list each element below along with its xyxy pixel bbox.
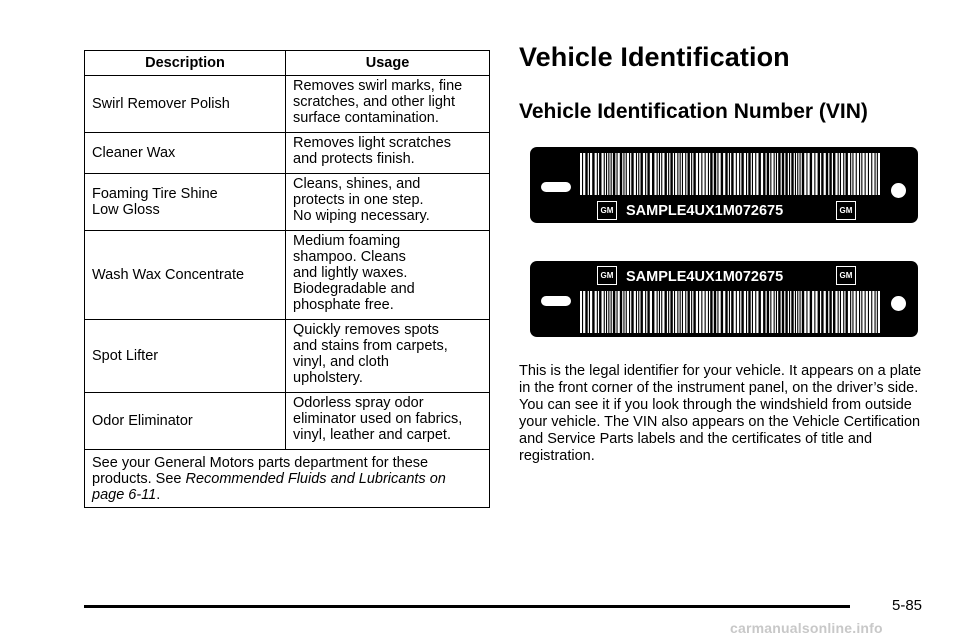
barcode-bar bbox=[846, 153, 848, 195]
barcode-bar bbox=[659, 153, 660, 195]
vin-plate-top bbox=[530, 147, 918, 223]
row-usage bbox=[286, 174, 490, 231]
barcode-bar bbox=[599, 153, 601, 195]
barcode-bar bbox=[597, 153, 598, 195]
barcode-bar bbox=[688, 291, 690, 333]
header-usage: Usage bbox=[286, 51, 490, 76]
barcode-bar bbox=[741, 153, 743, 195]
barcode-bar bbox=[785, 153, 787, 195]
barcode-bar bbox=[829, 291, 831, 333]
table-row bbox=[85, 174, 490, 231]
barcode-bar bbox=[661, 153, 662, 195]
barcode-bar bbox=[859, 291, 860, 333]
barcode-bar bbox=[774, 291, 775, 333]
barcode-bar bbox=[739, 291, 740, 333]
barcode-bar bbox=[638, 153, 639, 195]
barcode-bar bbox=[800, 291, 801, 333]
barcode-bar bbox=[710, 291, 712, 333]
barcode-bar bbox=[597, 291, 598, 333]
barcode-bar bbox=[677, 291, 678, 333]
barcode-bar bbox=[818, 291, 820, 333]
footnote-text: See your General Motors parts department for these products. See bbox=[92, 455, 429, 487]
barcode-bar bbox=[829, 153, 831, 195]
barcode-bar bbox=[767, 291, 769, 333]
barcode-bar bbox=[861, 291, 862, 333]
barcode-bar bbox=[782, 291, 784, 333]
barcode-bar bbox=[752, 291, 753, 333]
barcode-bar bbox=[617, 153, 618, 195]
barcode-bar bbox=[833, 153, 835, 195]
barcode-bar bbox=[647, 153, 649, 195]
row-description: Odor Eliminator bbox=[85, 393, 286, 450]
barcode-bar bbox=[725, 153, 727, 195]
barcode-bar bbox=[877, 153, 878, 195]
barcode-bar bbox=[714, 291, 716, 333]
barcode-bar bbox=[810, 291, 812, 333]
barcode-bar bbox=[631, 291, 633, 333]
barcode-bar bbox=[791, 153, 793, 195]
barcode-bar bbox=[843, 291, 844, 333]
row-usage bbox=[286, 320, 490, 393]
barcode-bar bbox=[641, 291, 643, 333]
vin-number: SAMPLE4UX1M072675 bbox=[626, 269, 784, 285]
barcode-bar bbox=[806, 291, 807, 333]
gm-logo-icon: GM bbox=[597, 201, 617, 220]
barcode-bar bbox=[717, 291, 718, 333]
barcode-bar bbox=[582, 291, 583, 333]
row-usage-text: Odorless spray odor eliminator used on fabrics, vinyl, leather and carpet. bbox=[293, 395, 463, 443]
barcode-bar bbox=[806, 153, 807, 195]
row-usage-text: Medium foaming shampoo. Cleans and lightly waxes. Biodegradable and phosphate free. bbox=[293, 233, 415, 313]
footnote-end: . bbox=[156, 487, 161, 503]
barcode-bar bbox=[868, 291, 869, 333]
barcode-bar bbox=[647, 291, 649, 333]
barcode-bar bbox=[604, 291, 605, 333]
barcode-bar bbox=[589, 153, 590, 195]
gm-logo-icon: GM bbox=[597, 266, 617, 285]
barcode-bar bbox=[767, 153, 769, 195]
barcode-bar bbox=[755, 153, 756, 195]
barcode-bar bbox=[613, 291, 615, 333]
barcode-bar bbox=[693, 291, 695, 333]
barcode-bar bbox=[682, 153, 683, 195]
gm-logo-icon: GM bbox=[836, 201, 856, 220]
barcode-bar bbox=[877, 291, 878, 333]
barcode-bar bbox=[785, 291, 787, 333]
barcode-bar bbox=[698, 291, 699, 333]
barcode-bar bbox=[748, 291, 750, 333]
gm-logo-icon: GM bbox=[836, 266, 856, 285]
barcode-bar bbox=[821, 153, 823, 195]
barcode-bar bbox=[875, 153, 876, 195]
barcode-bar bbox=[729, 153, 730, 195]
barcode-bar bbox=[774, 153, 775, 195]
barcode-bar bbox=[802, 153, 804, 195]
barcode-bar bbox=[795, 291, 796, 333]
barcode-bar bbox=[871, 291, 872, 333]
barcode-bar bbox=[778, 291, 780, 333]
row-usage bbox=[286, 76, 490, 133]
barcode-bar bbox=[782, 153, 784, 195]
watermark-text: carmanualsonline.info bbox=[730, 620, 883, 636]
barcode-bar bbox=[638, 291, 639, 333]
products-table bbox=[84, 50, 490, 508]
barcode-bar bbox=[826, 153, 828, 195]
barcode-bar bbox=[725, 291, 727, 333]
row-description: Cleaner Wax bbox=[85, 133, 286, 174]
barcode-bar bbox=[606, 291, 607, 333]
barcode-bar bbox=[838, 291, 839, 333]
barcode-bar bbox=[691, 153, 692, 195]
table-footnote bbox=[85, 450, 490, 508]
barcode-bar bbox=[636, 291, 637, 333]
barcode-bar bbox=[721, 153, 723, 195]
row-description: Wash Wax Concentrate bbox=[85, 231, 286, 320]
barcode-bar bbox=[620, 153, 622, 195]
barcode-bar bbox=[776, 291, 777, 333]
barcode-bar bbox=[680, 153, 681, 195]
barcode-bar bbox=[620, 291, 622, 333]
barcode-bar bbox=[752, 153, 753, 195]
barcode-bar bbox=[688, 153, 690, 195]
barcode-bar bbox=[629, 153, 630, 195]
barcode-bar bbox=[585, 291, 587, 333]
barcode-bar bbox=[856, 291, 857, 333]
barcode-bar bbox=[789, 153, 790, 195]
vin-number: SAMPLE4UX1M072675 bbox=[626, 203, 784, 219]
vin-plate-bottom bbox=[530, 261, 918, 337]
row-usage-text: Cleans, shines, and protects in one step. No wiping necessary. bbox=[293, 176, 430, 224]
row-description: Spot Lifter bbox=[85, 320, 286, 393]
row-usage-text: Removes swirl marks, fine scratches, and other light surface contamination. bbox=[293, 78, 463, 126]
barcode-bar bbox=[582, 153, 583, 195]
barcode-bar bbox=[698, 153, 699, 195]
barcode-bar bbox=[604, 153, 605, 195]
row-usage bbox=[286, 133, 490, 174]
barcode-bar bbox=[821, 291, 823, 333]
barcode-bar bbox=[741, 291, 743, 333]
barcode-bar bbox=[814, 291, 815, 333]
barcode-bar bbox=[652, 153, 654, 195]
row-description: Foaming Tire Shine Low Gloss bbox=[85, 174, 286, 231]
barcode-bar bbox=[626, 291, 627, 333]
table-row bbox=[85, 133, 490, 174]
row-description: Swirl Remover Polish bbox=[85, 76, 286, 133]
barcode-bar bbox=[763, 153, 765, 195]
barcode-bar bbox=[714, 153, 716, 195]
barcode-bar bbox=[721, 291, 723, 333]
barcode-bar bbox=[705, 153, 706, 195]
barcode-bar bbox=[776, 153, 777, 195]
barcode-bar bbox=[859, 153, 860, 195]
barcode-bar bbox=[731, 291, 733, 333]
barcode-bar bbox=[814, 153, 815, 195]
barcode-bar bbox=[868, 153, 869, 195]
barcode-bar bbox=[810, 153, 812, 195]
barcode-bar bbox=[626, 153, 627, 195]
barcode-bar bbox=[611, 153, 612, 195]
barcode-bar bbox=[731, 153, 733, 195]
barcode-bar bbox=[682, 291, 683, 333]
barcode-bar bbox=[665, 291, 667, 333]
barcode-bar bbox=[729, 291, 730, 333]
header-description: Description bbox=[85, 51, 286, 76]
barcode-bar bbox=[865, 291, 866, 333]
barcode-bar bbox=[645, 291, 646, 333]
barcode-bar bbox=[778, 153, 780, 195]
section-heading: Vehicle Identification bbox=[519, 42, 790, 72]
barcode-bar bbox=[865, 153, 866, 195]
barcode-bar bbox=[838, 153, 839, 195]
barcode-bar bbox=[665, 153, 667, 195]
barcode-bar bbox=[710, 153, 712, 195]
barcode-bar bbox=[691, 291, 692, 333]
barcode-bar bbox=[770, 291, 771, 333]
mounting-slot bbox=[541, 182, 571, 192]
vin-barcode bbox=[580, 291, 880, 333]
barcode-bar bbox=[652, 291, 654, 333]
barcode-bar bbox=[611, 291, 612, 333]
footnote-reference-link[interactable]: Recommended Fluids and Lubricants on page 6-11 bbox=[92, 471, 446, 503]
table-footer-row bbox=[85, 450, 490, 508]
barcode-bar bbox=[589, 291, 590, 333]
barcode-bar bbox=[802, 291, 804, 333]
rivet-hole bbox=[891, 296, 906, 311]
barcode-bar bbox=[693, 153, 695, 195]
barcode-bar bbox=[795, 153, 796, 195]
barcode-bar bbox=[791, 291, 793, 333]
barcode-bar bbox=[852, 153, 853, 195]
barcode-bar bbox=[685, 153, 686, 195]
barcode-bar bbox=[763, 291, 765, 333]
barcode-bar bbox=[789, 291, 790, 333]
barcode-bar bbox=[875, 291, 876, 333]
barcode-bar bbox=[677, 153, 678, 195]
rivet-hole bbox=[891, 183, 906, 198]
barcode-bar bbox=[685, 291, 686, 333]
barcode-bar bbox=[585, 153, 587, 195]
table-row bbox=[85, 76, 490, 133]
barcode-bar bbox=[592, 291, 594, 333]
barcode-bar bbox=[608, 291, 609, 333]
barcode-bar bbox=[645, 153, 646, 195]
barcode-bar bbox=[797, 153, 798, 195]
barcode-bar bbox=[606, 153, 607, 195]
barcode-bar bbox=[850, 153, 851, 195]
barcode-bar bbox=[701, 291, 702, 333]
barcode-bar bbox=[736, 291, 737, 333]
barcode-bar bbox=[608, 153, 609, 195]
barcode-bar bbox=[599, 291, 601, 333]
barcode-bar bbox=[708, 291, 709, 333]
barcode-bar bbox=[661, 291, 662, 333]
barcode-bar bbox=[797, 291, 798, 333]
row-usage-text: Removes light scratches and protects finish. bbox=[293, 135, 451, 167]
barcode-bar bbox=[629, 291, 630, 333]
barcode-bar bbox=[746, 291, 747, 333]
section-subheading: Vehicle Identification Number (VIN) bbox=[519, 100, 868, 123]
barcode-bar bbox=[770, 153, 771, 195]
barcode-bar bbox=[846, 291, 848, 333]
vin-barcode bbox=[580, 153, 880, 195]
barcode-bar bbox=[852, 291, 853, 333]
barcode-bar bbox=[871, 153, 872, 195]
barcode-bar bbox=[861, 153, 862, 195]
row-usage bbox=[286, 231, 490, 320]
mounting-slot bbox=[541, 296, 571, 306]
table-row bbox=[85, 231, 490, 320]
barcode-bar bbox=[717, 153, 718, 195]
barcode-bar bbox=[668, 153, 669, 195]
barcode-bar bbox=[736, 153, 737, 195]
barcode-bar bbox=[659, 291, 660, 333]
barcode-bar bbox=[840, 291, 841, 333]
barcode-bar bbox=[840, 153, 841, 195]
row-usage bbox=[286, 393, 490, 450]
barcode-bar bbox=[708, 153, 709, 195]
table-row bbox=[85, 320, 490, 393]
barcode-bar bbox=[701, 153, 702, 195]
barcode-bar bbox=[759, 153, 761, 195]
barcode-bar bbox=[755, 291, 756, 333]
footer-rule bbox=[84, 605, 850, 608]
barcode-bar bbox=[592, 153, 594, 195]
barcode-bar bbox=[631, 153, 633, 195]
row-usage-text: Quickly removes spots and stains from carpets, vinyl, and cloth upholstery. bbox=[293, 322, 448, 386]
page-number: 5-85 bbox=[892, 597, 923, 614]
barcode-bar bbox=[636, 153, 637, 195]
barcode-bar bbox=[680, 291, 681, 333]
barcode-bar bbox=[623, 291, 624, 333]
barcode-bar bbox=[739, 153, 740, 195]
vin-description-paragraph: This is the legal identifier for your vehicle. It appears on a plate in the front corner of the instrument panel, on the driver’s side. You can see it if you look through the windshield from outside your vehicle. The VIN also appears on the Vehicle Certification and Service Parts labels and the certificates of title and registration. bbox=[519, 363, 922, 464]
barcode-bar bbox=[657, 291, 658, 333]
barcode-bar bbox=[833, 291, 835, 333]
barcode-bar bbox=[668, 291, 669, 333]
barcode-bar bbox=[613, 153, 615, 195]
barcode-bar bbox=[623, 153, 624, 195]
barcode-bar bbox=[850, 291, 851, 333]
barcode-bar bbox=[641, 153, 643, 195]
barcode-bar bbox=[674, 291, 675, 333]
barcode-bar bbox=[705, 291, 706, 333]
barcode-bar bbox=[617, 291, 618, 333]
barcode-bar bbox=[670, 153, 672, 195]
barcode-bar bbox=[826, 291, 828, 333]
barcode-bar bbox=[818, 153, 820, 195]
barcode-bar bbox=[670, 291, 672, 333]
barcode-bar bbox=[657, 153, 658, 195]
table-row bbox=[85, 393, 490, 450]
barcode-bar bbox=[748, 153, 750, 195]
barcode-bar bbox=[759, 291, 761, 333]
barcode-bar bbox=[856, 153, 857, 195]
barcode-bar bbox=[800, 153, 801, 195]
table-header-row bbox=[85, 51, 490, 76]
barcode-bar bbox=[746, 153, 747, 195]
barcode-bar bbox=[674, 153, 675, 195]
barcode-bar bbox=[843, 153, 844, 195]
